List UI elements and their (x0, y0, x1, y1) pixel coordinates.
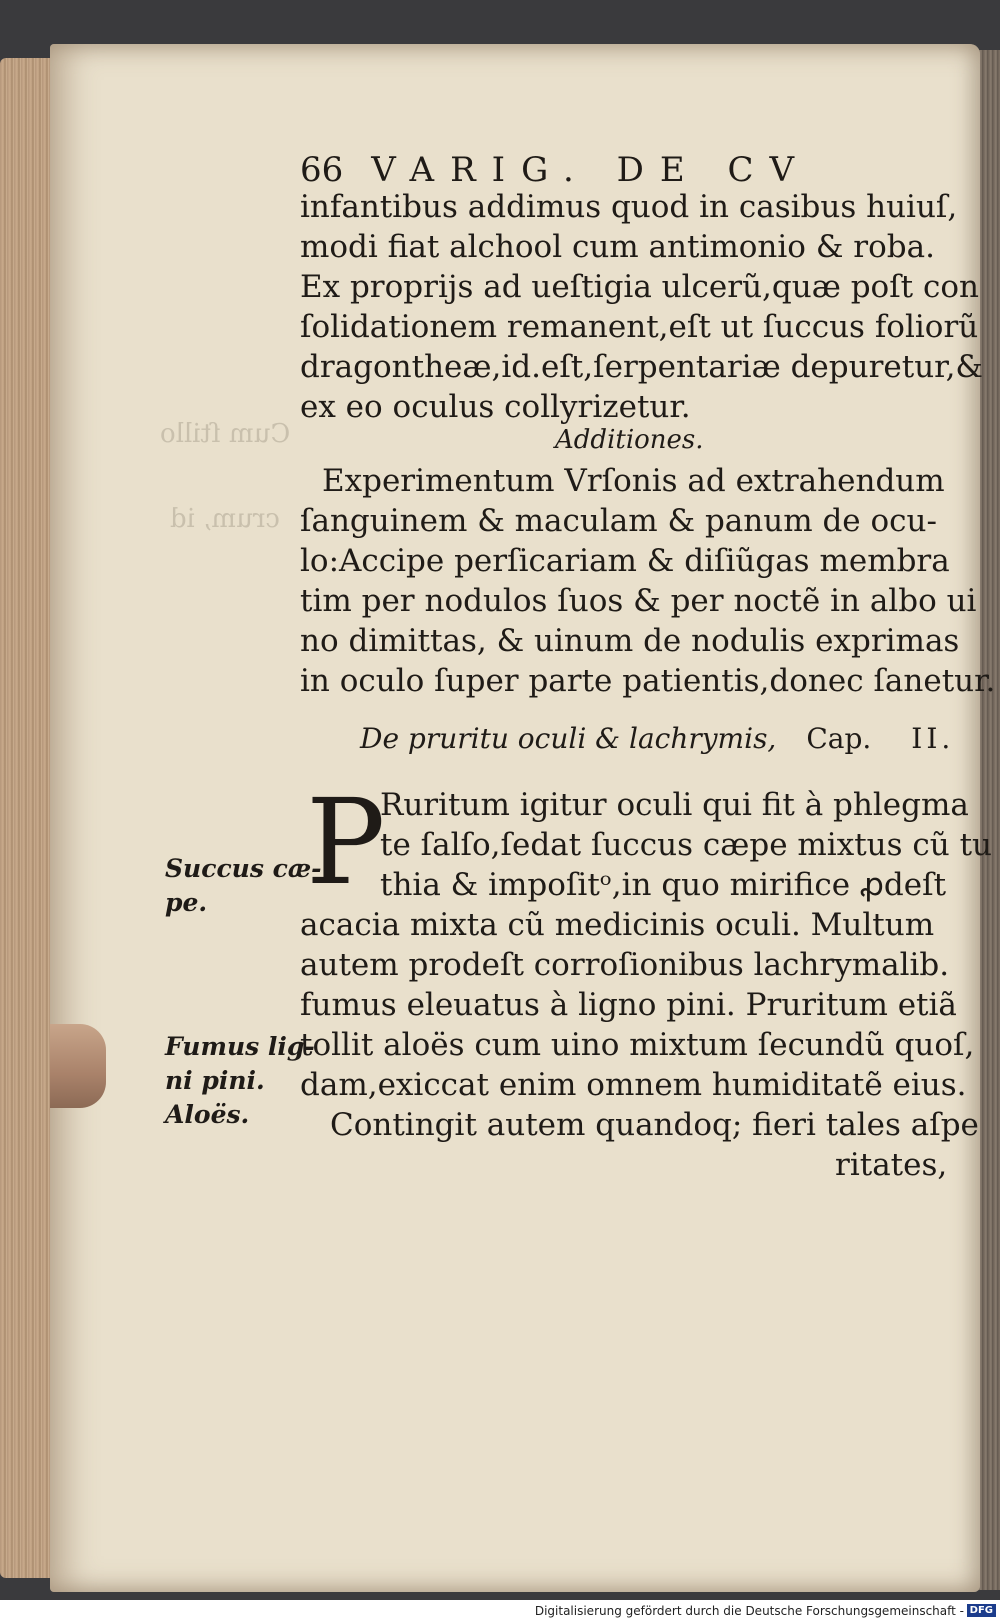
text-line: acacia mixta cũ medicinis oculi. Multum (300, 907, 935, 943)
text-line: ſolidationem remanent,eſt ut ſuccus foliorũ (300, 309, 979, 345)
marginal-note-line: ni pini. (165, 1066, 265, 1095)
footer-credit: Digitalisierung gefördert durch die Deutsche Forschungsgemeinschaft - (534, 1604, 964, 1618)
digitization-footer (0, 1600, 1000, 1622)
text-line: tollit aloës cum uino mixtum ſecundũ quoſ, (300, 1027, 975, 1063)
marginal-note (165, 852, 322, 920)
book-fore-edge (978, 50, 1000, 1590)
text-line: no dimittas, & uinum de nodulis exprimas (300, 623, 960, 659)
text-line: autem prodeſt corroſionibus lachrymalib. (300, 947, 950, 983)
drop-cap-initial: P (306, 773, 386, 911)
running-title: VARIG. DE CV (371, 150, 811, 190)
text-line: ſanguinem & maculam & panum de ocu- (300, 503, 937, 539)
show-through-text: Cum ſtillo (160, 419, 291, 449)
dfg-logo: DFG (967, 1604, 996, 1617)
text-line: tim per nodulos ſuos & per noctẽ in albo ui (300, 583, 977, 619)
text-line: Ruritum igitur oculi qui fit à phlegma (380, 787, 969, 823)
text-line: infantibus addimus quod in casibus huiuſ, (300, 189, 958, 225)
text-line: Experimentum Vrſonis ad extrahendum (322, 463, 945, 499)
running-header (300, 150, 810, 190)
text-line: dragontheæ,id.eſt,ſerpentariæ depuretur,& (300, 349, 984, 385)
marginal-note-line: Aloës. (165, 1100, 250, 1129)
marginal-note-line: Succus cæ- (165, 854, 322, 883)
chapter-cap-label: Cap. (806, 722, 872, 755)
text-line: Contingit autem quandoq; fieri tales aſpe (330, 1107, 979, 1143)
text-line: Ex proprijs ad ueſtigia ulcerũ,quæ poſt con (300, 269, 979, 305)
chapter-heading (360, 722, 954, 755)
text-line: te ſalſo,ſedat ſuccus cæpe mixtus cũ tu (380, 827, 992, 863)
text-line: dam,exiccat enim omnem humiditatẽ eius. (300, 1067, 967, 1103)
text-line: ex eo oculus collyrizetur. (300, 389, 691, 425)
text-line: lo:Accipe perſicariam & diſiũgas membra (300, 543, 950, 579)
text-line: in oculo ſuper parte patientis,donec ſanetur. (300, 663, 996, 699)
text-line: modi fiat alchool cum antimonio & roba. (300, 229, 935, 265)
marginal-note-line: pe. (165, 888, 208, 917)
marginal-note (165, 1030, 315, 1132)
page-number: 66 (300, 150, 344, 190)
chapter-number: II. (911, 722, 955, 755)
show-through-text: crum, id (170, 504, 280, 534)
chapter-title: De pruritu oculi & lachrymis, (360, 722, 777, 755)
additiones-heading: Additiones. (555, 425, 704, 455)
page-tab-marker (50, 1024, 106, 1108)
marginal-note-line: Fumus lig- (165, 1032, 315, 1061)
text-line: fumus eleuatus à ligno pini. Pruritum etiã (300, 987, 957, 1023)
text-line: ritates, (835, 1147, 948, 1183)
text-line: thia & impoſitᵒ,in quo mirifice ꝓdeſt (380, 867, 947, 903)
